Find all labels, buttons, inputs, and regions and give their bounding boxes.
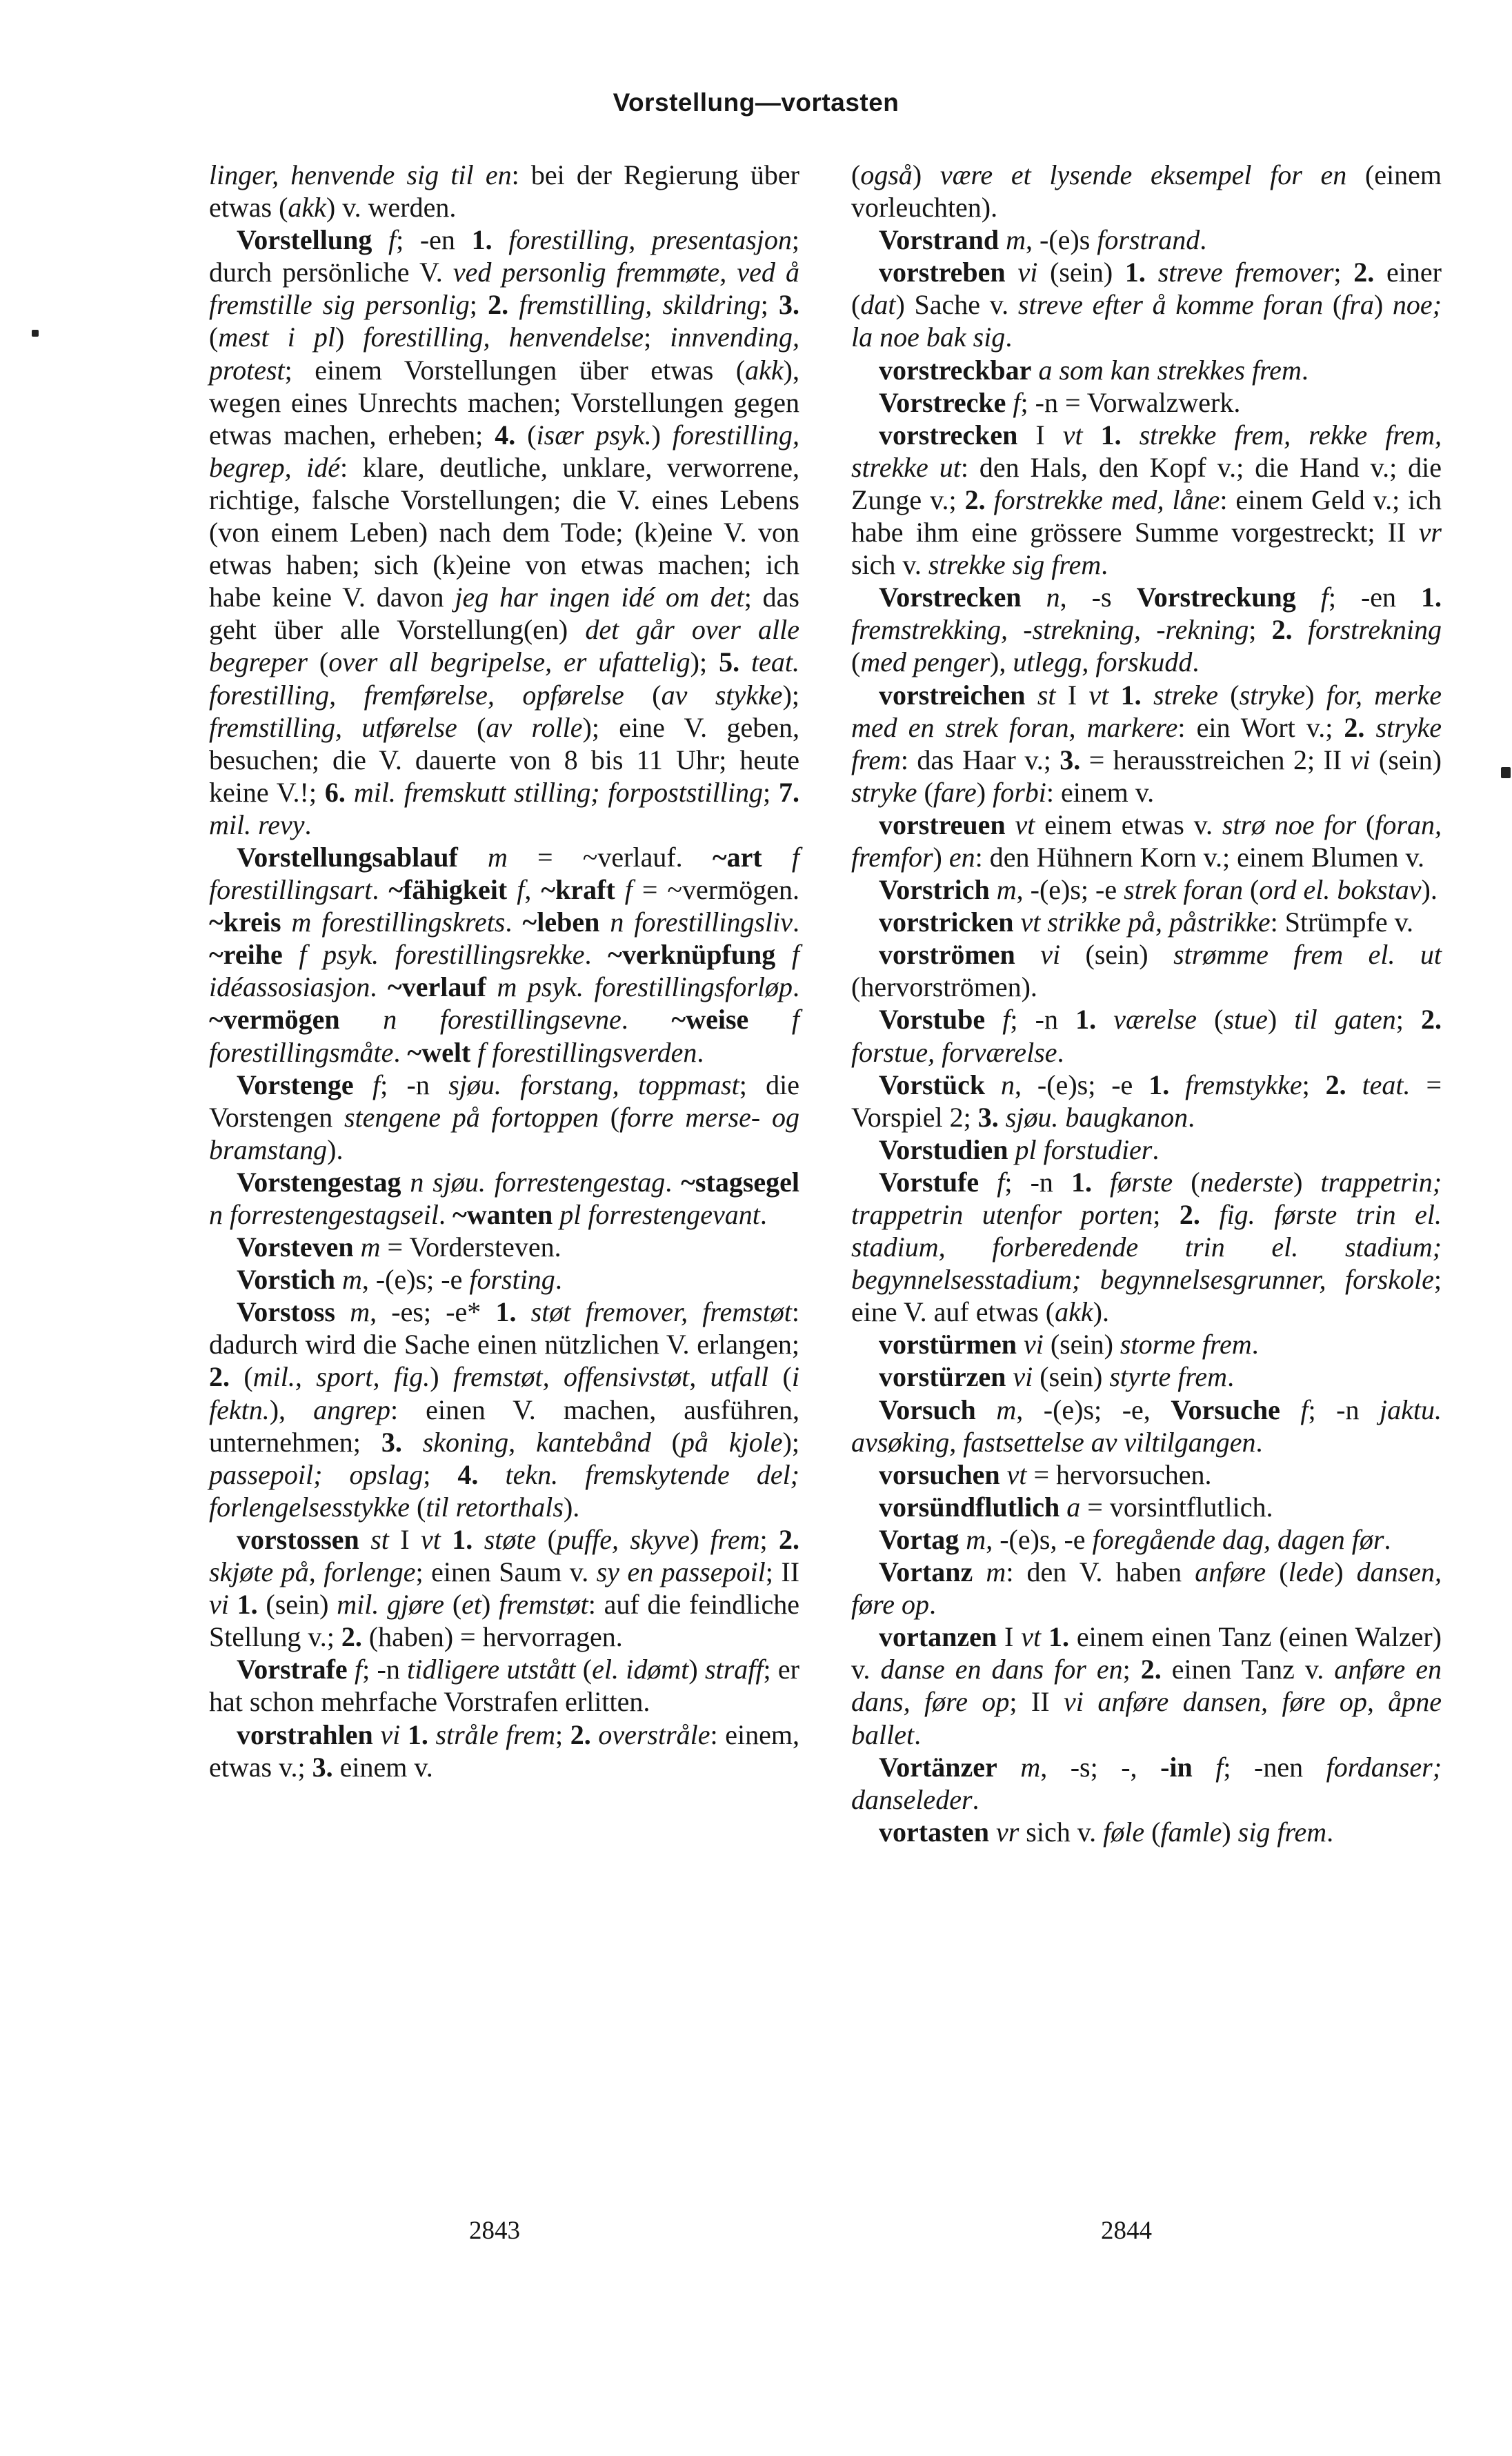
running-header: Vorstellung—vortasten [613,88,899,117]
dictionary-entry: Vorsuch m, -(e)s; -e, Vorsuche f; -n jaktu. avsøking, fastsettelse av viltilgangen. [851,1394,1442,1458]
dictionary-entry: Vortanz m: den V. haben anføre (lede) dansen, føre op. [851,1556,1442,1621]
dictionary-entry: Vorstenge f; -n sjøu. forstang, toppmast; die Vorstengen stengene på fortoppen (forre merse- og bramstang). [209,1069,800,1165]
dictionary-entry: Vorstube f; -n 1. værelse (stue) til gaten; 2. forstue, forværelse. [851,1004,1442,1068]
continued-entry: linger, henvende sig til en: bei der Regierung über etwas (akk) v. werden. [209,159,799,224]
dictionary-entry: vortasten vr sich v. føle (famle) sig frem. [879,1816,1334,1848]
left-column [209,159,799,1783]
scan-mark-left [32,330,39,337]
dictionary-entry: vorsuchen vt = hervorsuchen. [879,1458,1212,1490]
continued-entry: (også) være et lysende eksempel for en (einem vorleuchten). [851,159,1442,224]
dictionary-entry: Vorstrich m, -(e)s; -e strek foran (ord el. bokstav). [879,874,1438,906]
dictionary-entry: vorstrahlen vi 1. stråle frem; 2. overstråle: einem, etwas v.; 3. einem v. [209,1719,799,1783]
dictionary-entry: Vortänzer m, -s; -, -in f; -nen fordanser; danseleder. [851,1751,1442,1815]
dictionary-entry: vortanzen I vt 1. einem einen Tanz (einen Walzer) v. danse en dans for en; 2. einen Tanz v. anføre en dans, føre op; II vi anføre dansen, føre op, åpne ballet. [851,1621,1442,1750]
scan-mark-right [1501,767,1511,778]
dictionary-entry: Vorstrand m, -(e)s forstrand. [879,224,1207,256]
dictionary-entry: vorstürzen vi (sein) styrte frem. [879,1361,1235,1393]
dictionary-entry: Vorstrafe f; -n tidligere utstått (el. idømt) straff; er hat schon mehrfache Vorstrafen erlitten. [209,1654,799,1718]
dictionary-entry: vorstreichen st I vt 1. streke (stryke) for, merke med en strek foran, markere: ein Wort v.; 2. stryke frem: das Haar v.; 3. = herausstreichen 2; II vi (sein) stryke (fare) forbi: einem v. [851,679,1442,808]
page-number-left: 2843 [469,2217,520,2245]
dictionary-entry: vorstrecken I vt 1. strekke frem, rekke frem, strekke ut: den Hals, den Kopf v.; die Hand v.; die Zunge v.; 2. forstrekke med, låne: einem Geld v.; ich habe ihm eine grössere Summe vorgestreckt; II vr sich v. strekke sig frem. [851,419,1442,581]
dictionary-entry: Vorstellung f; -en 1. forestilling, presentasjon; durch persönliche V. ved personlig fremmøte, ved å fremstille sig personlig; 2. fremstilling, skildring; 3. (mest i pl) forestilling, henvendelse; innvending, protest; einem Vorstellungen über etwas (akk), wegen eines Unrechts machen; Vorstellungen gegen etwas machen, erheben; 4. (især psyk.) forestilling, begrep, idé: klare, deutliche, unklare, verworrene, richtige, falsche Vorstellungen; die V. eines Lebens (von einem Leben) nach dem Tode; (k)eine V. von etwas haben; sich (k)eine von etwas machen; ich habe keine V. davon jeg har ingen idé om det; das geht über alle Vorstellung(en) det går over alle begreper (over all begripelse, er ufattelig); 5. teat. forestilling, fremførelse, opførelse (av stykke); fremstilling, utførelse (av rolle); eine V. geben, besuchen; die V. dauerte von 8 bis 11 Uhr; heute keine V.!; 6. mil. fremskutt stilling; forpoststilling; 7. mil. revy. [209,224,800,840]
dictionary-entry: Vorsteven m = Vordersteven. [237,1231,561,1263]
dictionary-entry: vorsündflutlich a = vorsintflutlich. [879,1491,1273,1523]
dictionary-entry: vorstreben vi (sein) 1. streve fremover; 2. einer (dat) Sache v. streve efter å komme foran (fra) noe; la noe bak sig. [851,257,1442,353]
dictionary-entry: vorstreuen vt einem etwas v. strø noe for (foran, fremfor) en: den Hühnern Korn v.; einem Blumen v. [851,809,1442,873]
dictionary-entry: Vorstrecke f; -n = Vorwalzwerk. [879,386,1241,418]
dictionary-entry: Vortag m, -(e)s, -e foregående dag, dagen før. [879,1523,1391,1555]
dictionary-entry: Vorstrecken n, -s Vorstreckung f; -en 1. fremstrekking, -strekning, -rekning; 2. forstrekning (med penger), utlegg, forskudd. [851,582,1442,678]
dictionary-entry: vorströmen vi (sein) strømme frem el. ut (hervorströmen). [851,939,1442,1003]
dictionary-entry: vorstricken vt strikke på, påstrikke: Strümpfe v. [879,907,1414,938]
dictionary-entry: Vorstufe f; -n 1. første (nederste) trappetrin; trappetrin utenfor porten; 2. fig. første trin el. stadium, forberedende trin el. stadium; begynnelsesstadium; begynnelsesgrunner, forskole; eine V. auf etwas (akk). [851,1166,1442,1328]
dictionary-entry: Vorstich m, -(e)s; -e forsting. [237,1264,562,1296]
dictionary-entry: Vorstück n, -(e)s; -e 1. fremstykke; 2. teat. = Vorspiel 2; 3. sjøu. baugkanon. [851,1069,1442,1133]
dictionary-entry: Vorstengestag n sjøu. forrestengestag. ~stagsegel n forrestengestagseil. ~wanten pl forrestengevant. [209,1166,799,1230]
dictionary-entry: vorstossen st I vt 1. støte (puffe, skyve) frem; 2. skjøte på, forlenge; einen Saum v. sy en passepoil; II vi 1. (sein) mil. gjøre (et) fremstøt: auf die feindliche Stellung v.; 2. (haben) = hervorragen. [209,1523,800,1653]
right-column [851,159,1442,1848]
dictionary-entry: vorstreckbar a som kan strekkes frem. [879,354,1309,386]
dictionary-entry: Vorstudien pl forstudier. [879,1133,1160,1165]
dictionary-entry: vorstürmen vi (sein) storme frem. [879,1329,1259,1360]
dictionary-entry: Vorstoss m, -es; -e* 1. støt fremover, fremstøt: dadurch wird die Sache einen nützlichen V. erlangen; 2. (mil., sport, fig.) fremstøt, offensivstøt, utfall (i fektn.), angrep: einen V. machen, ausführen, unternehmen; 3. skoning, kantebånd (på kjole); passepoil; opslag; 4. tekn. fremskytende del; forlengelsesstykke (til retorthals). [209,1296,800,1523]
page-number-right: 2844 [1101,2217,1152,2245]
dictionary-entry: Vorstellungsablauf m = ~verlauf. ~art f forestillingsart. ~fähigkeit f, ~kraft f = ~vermögen. ~kreis m forestillingskrets. ~leben n forestillingsliv. ~reihe f psyk. forestillingsrekke. ~verknüpfung f idéassosiasjon. ~verlauf m psyk. forestillingsforløp. ~vermögen n forestillingsevne. ~weise f forestillingsmåte. ~welt f forestillingsverden. [209,841,800,1068]
